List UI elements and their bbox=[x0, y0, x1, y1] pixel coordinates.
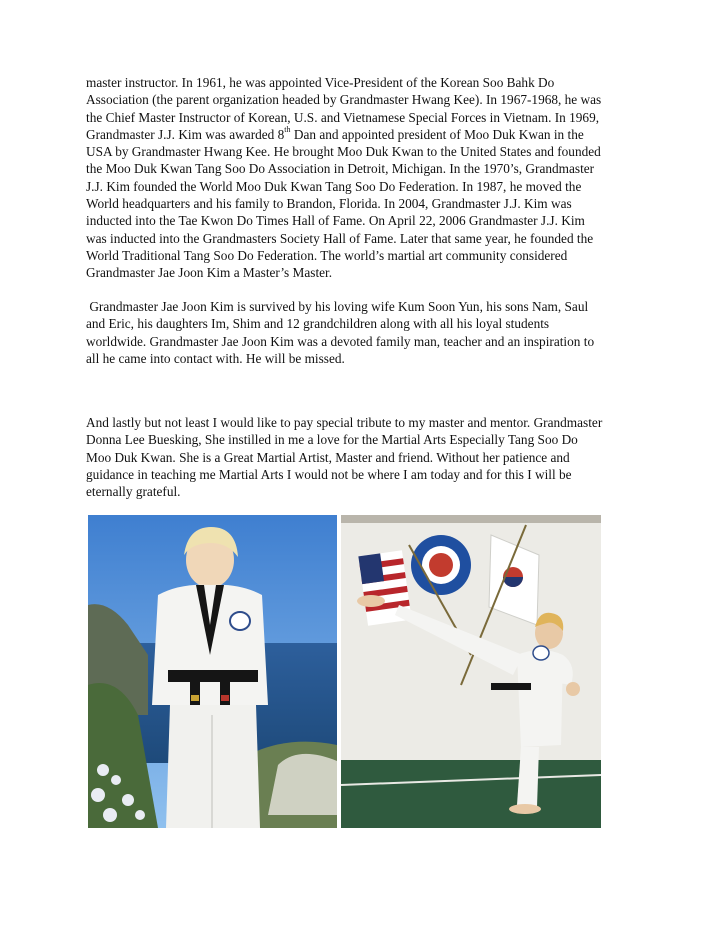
text-line: worldwide. Grandmaster Jae Joon Kim was a devoted family man, teacher and an inspiration to bbox=[86, 333, 595, 349]
text-line: the Moo Duk Kwan Tang Soo Do Association in Detroit, Michigan. In the 1970’s, Grandmaster bbox=[86, 161, 595, 177]
text-line: master instructor. In 1961, he was appointed Vice-President of the Korean Soo Bahk Do bbox=[86, 75, 555, 90]
portrait-illustration bbox=[88, 515, 337, 828]
text-line: And lastly but not least I would like to pay special tribute to my master and mentor. Grandmaster bbox=[86, 415, 603, 430]
text-line: guidance in teaching me Martial Arts I would not be where I am today and for this I will be bbox=[86, 466, 572, 482]
text-line: was inducted into the Grandmasters Society Hall of Fame. Later that same year, he founded the bbox=[86, 230, 594, 246]
photo-portrait-ocean bbox=[88, 515, 337, 828]
text-segment: Grandmaster J.J. Kim was awarded 8 bbox=[86, 126, 285, 142]
paragraph-tribute bbox=[86, 414, 646, 500]
text-line: eternally grateful. bbox=[86, 484, 181, 500]
text-line: Grandmaster Jae Joon Kim a Master’s Master. bbox=[86, 265, 333, 281]
text-segment: Dan and appointed president of Moo Duk Kwan in the bbox=[290, 126, 584, 142]
text-line: and Eric, his daughters Im, Shim and 12 grandchildren along with all his loyal students bbox=[86, 316, 550, 332]
text-line: Moo Duk Kwan. She is a Great Martial Artist, Master and friend. Without her patience and bbox=[86, 449, 570, 465]
text-line: the Chief Master Instructor of Korean, U.S. and Vietnamese Special Forces in Vietnam. In 1969, bbox=[86, 109, 600, 125]
text-line: Association (the parent organization headed by Grandmaster Hwang Kee). In 1967-1968, he was bbox=[86, 92, 602, 108]
photo-high-kick bbox=[341, 515, 601, 828]
text-line: World headquarters and his family to Brandon, Florida. In 2004, Grandmaster J.J. Kim was bbox=[86, 196, 572, 212]
text-line: all he came into contact with. He will be missed. bbox=[86, 350, 345, 366]
text-line: J.J. Kim founded the World Moo Duk Kwan Tang Soo Do Federation. In 1987, he moved the bbox=[86, 178, 582, 194]
paragraph-survivors bbox=[86, 298, 646, 367]
text-line: USA by Grandmaster Hwang Kee. He brought Moo Duk Kwan to the United States and founded bbox=[86, 144, 601, 160]
text-line bbox=[86, 126, 646, 143]
text-line: World Traditional Tang Soo Do Federation. The world’s martial art community considered bbox=[86, 247, 568, 263]
paragraph-biography bbox=[86, 74, 646, 282]
superscript-ordinal: th bbox=[284, 125, 291, 135]
text-line: inducted into the Tae Kwon Do Times Hall of Fame. On April 22, 2006 Grandmaster J.J. Kim bbox=[86, 213, 585, 229]
text-line: Donna Lee Buesking, She instilled in me a love for the Martial Arts Especially Tang Soo Do bbox=[86, 432, 578, 448]
kick-illustration bbox=[341, 515, 601, 828]
text-line: Grandmaster Jae Joon Kim is survived by his loving wife Kum Soon Yun, his sons Nam, Saul bbox=[86, 299, 589, 314]
